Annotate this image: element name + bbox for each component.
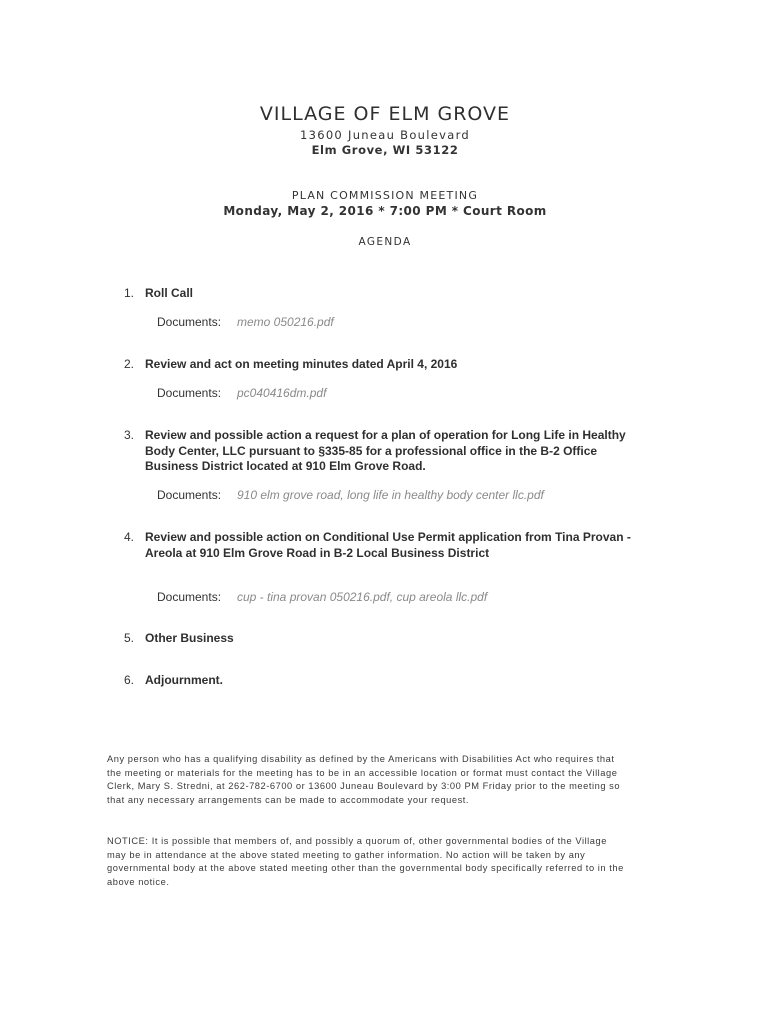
agenda-item-number: 3. [124, 428, 135, 442]
agenda-item-text: Roll Call [145, 286, 194, 300]
meeting-title: PLAN COMMISSION MEETING [291, 189, 479, 202]
address-street: 13600 Juneau Boulevard [299, 128, 471, 142]
agenda-item-text: Review and possible action a request for a plan of operation for Long Life in Healthy Body Center, LLC pursuant to §335-85 for a professional office in the B-2 Office Business District located at 910 Elm Grove Road. [145, 428, 626, 473]
agenda-item-number: 2. [124, 357, 135, 371]
disability-notice: Any person who has a qualifying disability as defined by the Americans with Disabilities Act who requires that the meeting or materials for the meeting has to be in an accessible location or format must contact the Village Clerk, Mary S. Stredni, at 262-782-6700 or 13600 Juneau Boulevard by 3:00 PM Friday prior to the meeting so that any necessary arrangements can be made to accommodate your request. [107, 754, 621, 805]
documents-label: Documents: [157, 315, 222, 329]
agenda-heading: AGENDA [358, 236, 412, 248]
agenda-item-number: 1. [124, 286, 135, 300]
agenda-item-documents [157, 590, 717, 604]
meeting-date: Monday, May 2, 2016 * 7:00 PM * Court Room [223, 204, 547, 218]
document-link[interactable]: cup - tina provan 050216.pdf, cup areola llc.pdf [237, 590, 488, 604]
documents-label: Documents: [157, 488, 222, 502]
agenda-item-text: Review and possible action on Conditional Use Permit application from Tina Provan - Areola at 910 Elm Grove Road in B-2 Local Business District [145, 530, 631, 560]
document-link[interactable]: pc040416dm.pdf [237, 386, 327, 400]
agenda-item-number: 6. [124, 673, 135, 687]
document-link[interactable]: 910 elm grove road, long life in healthy body center llc.pdf [237, 488, 544, 502]
agenda-item-text: Adjournment. [145, 673, 223, 687]
agenda-item-number: 4. [124, 530, 135, 544]
documents-label: Documents: [157, 386, 222, 400]
address-city: Elm Grove, WI 53122 [311, 143, 459, 157]
agenda-item-documents [157, 386, 717, 400]
agenda-item-text: Other Business [145, 631, 234, 645]
agenda-item-number: 5. [124, 631, 135, 645]
agenda-item-documents [157, 315, 717, 329]
page-title: VILLAGE OF ELM GROVE [259, 103, 511, 125]
agenda-item-text: Review and act on meeting minutes dated April 4, 2016 [145, 357, 458, 371]
quorum-notice: NOTICE: It is possible that members of, and possibly a quorum of, other governmental bodies of the Village may be in attendance at the above stated meeting to gather information. No action will be taken by any governmental body at the above stated meeting other than the governmental body specifically referred to in the above notice. [107, 836, 624, 887]
document-link[interactable]: memo 050216.pdf [237, 315, 334, 329]
documents-label: Documents: [157, 590, 222, 604]
agenda-item-documents [157, 488, 717, 502]
